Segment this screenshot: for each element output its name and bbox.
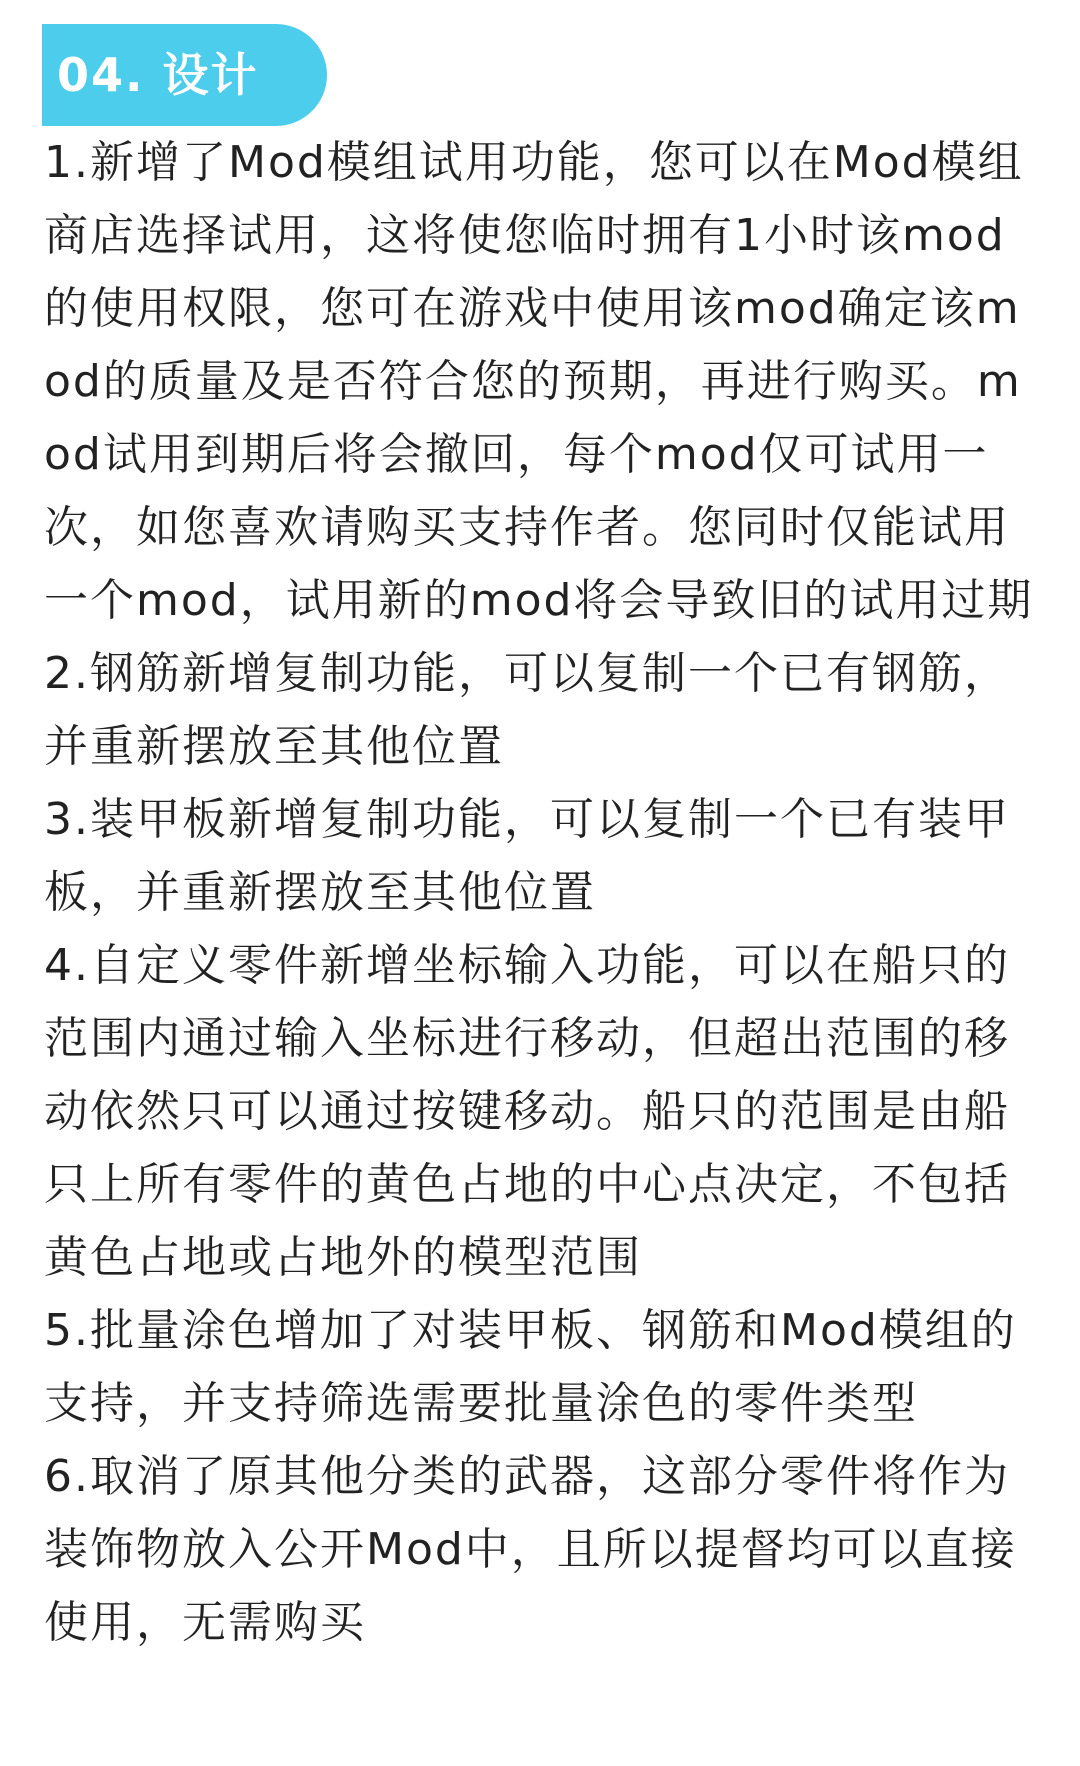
section-title: 04. 设计 [57, 48, 259, 102]
changelog-item: 4.自定义零件新增坐标输入功能，可以在船只的范围内通过输入坐标进行移动，但超出范围的移动依然只可以通过按键移动。船只的范围是由船只上所有零件的黄色占地的中心点决定，不包括黄色占地或占地外的模型范围 [44, 940, 1010, 1283]
section-header [42, 24, 327, 126]
changelog-list [44, 126, 1040, 1659]
changelog-item: 1.新增了Mod模组试用功能，您可以在Mod模组商店选择试用，这将使您临时拥有1小时该mod的使用权限，您可在游戏中使用该mod确定该mod的质量及是否符合您的预期，再进行购买。mod试用到期后将会撤回，每个mod仅可试用一次，如您喜欢请购买支持作者。您同时仅能试用一个mod，试用新的mod将会导致旧的试用过期 [44, 137, 1034, 626]
changelog-item: 5.批量涂色增加了对装甲板、钢筋和Mod模组的支持，并支持筛选需要批量涂色的零件类型 [44, 1305, 1017, 1429]
changelog-item: 2.钢筋新增复制功能，可以复制一个已有钢筋，并重新摆放至其他位置 [44, 648, 1010, 772]
changelog-item: 6.取消了原其他分类的武器，这部分零件将作为装饰物放入公开Mod中，且所以提督均可以直接使用，无需购买 [44, 1451, 1017, 1648]
changelog-item: 3.装甲板新增复制功能，可以复制一个已有装甲板，并重新摆放至其他位置 [44, 794, 1010, 918]
